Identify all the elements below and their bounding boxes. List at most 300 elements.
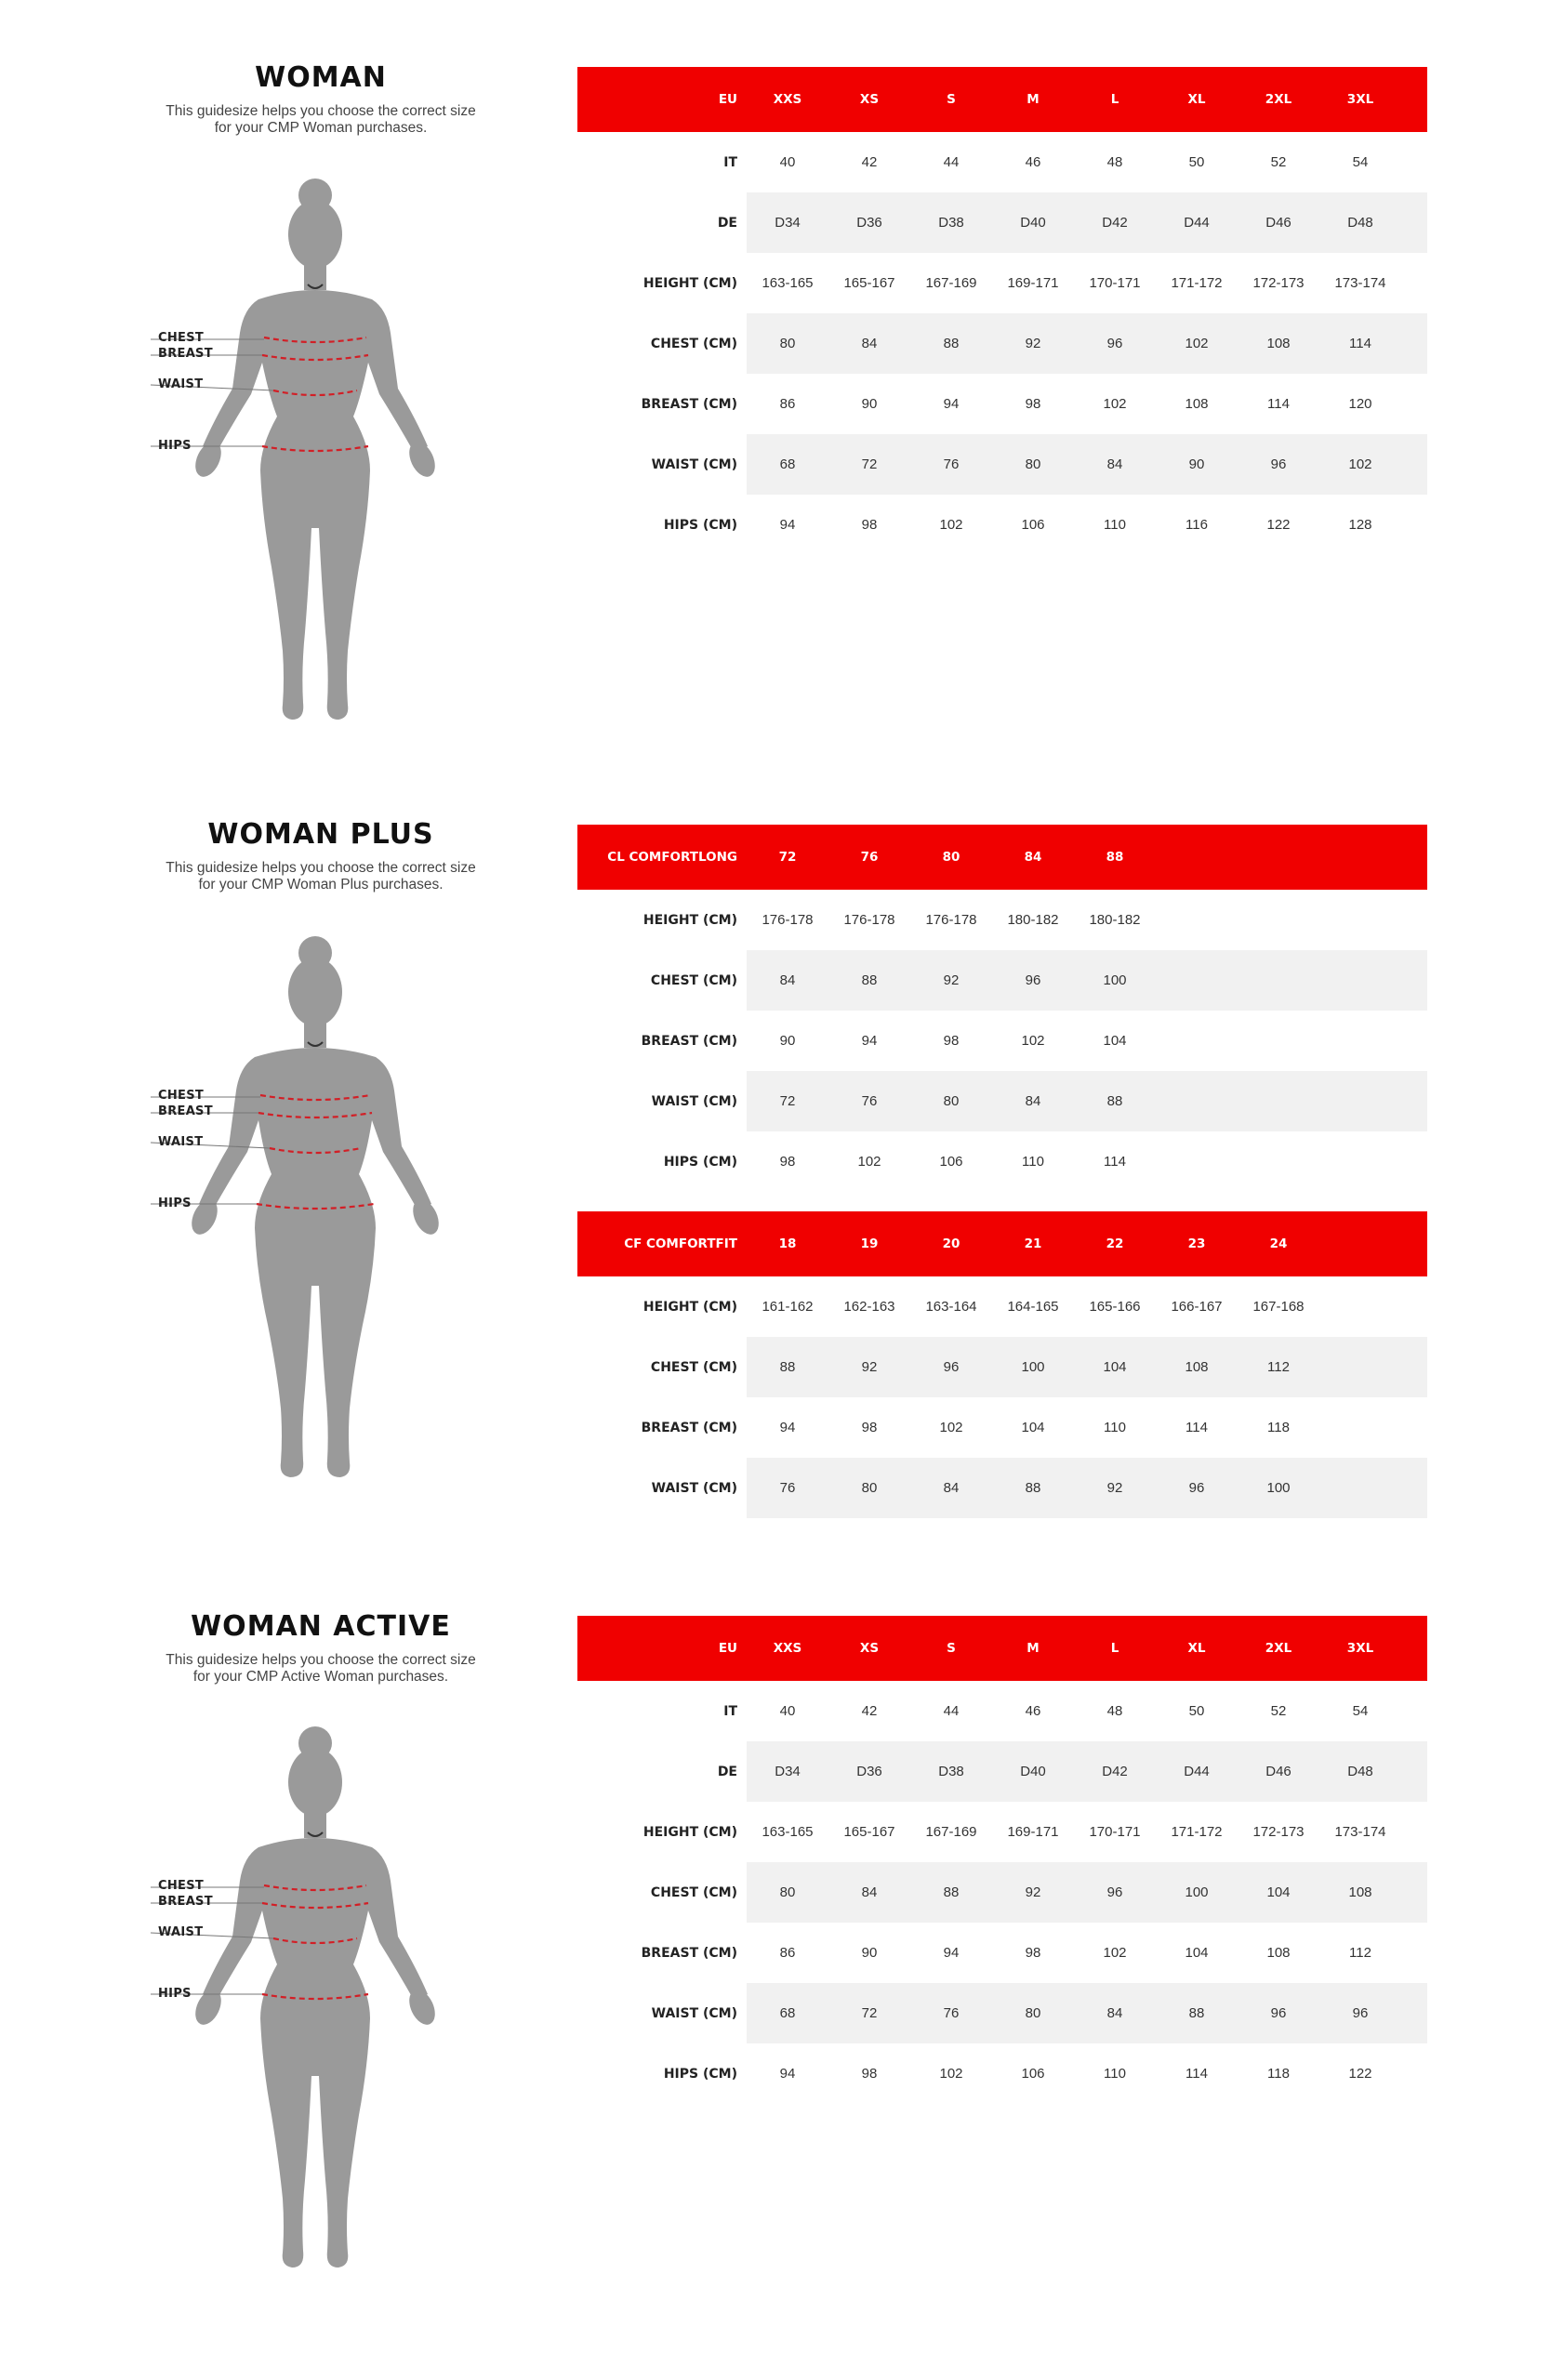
header-label: CF COMFORTFIT (624, 1236, 737, 1251)
table-cell: 54 (1352, 154, 1369, 170)
section-intro (102, 61, 539, 137)
table-cell: 108 (1266, 1945, 1291, 1961)
header-cell: 20 (942, 1236, 960, 1251)
table-cell: 161-162 (762, 1299, 814, 1315)
header-cell: XS (859, 1641, 880, 1656)
section-title: WOMAN ACTIVE (191, 1610, 451, 1643)
waist-label: WAIST (158, 1135, 204, 1149)
table-cell: 42 (861, 1703, 878, 1719)
table-cell: 54 (1352, 1703, 1369, 1719)
table-cell: 40 (779, 1703, 796, 1719)
row-label: DE (717, 215, 737, 231)
table-cell: D48 (1347, 215, 1373, 231)
table-cell: 164-165 (1007, 1299, 1059, 1315)
header-cell: L (1110, 1641, 1119, 1656)
table-cell: D44 (1184, 1764, 1210, 1779)
chest-label: CHEST (158, 1879, 205, 1893)
header-cell: S (947, 92, 956, 107)
row-label: HEIGHT (CM) (642, 1299, 737, 1315)
table-cell: 98 (1025, 1945, 1041, 1961)
table-cell: D46 (1265, 1764, 1291, 1779)
row-label: HEIGHT (CM) (642, 275, 737, 291)
table-row (577, 1681, 1427, 1741)
table-cell: 84 (1106, 2005, 1123, 2021)
header-cell: XL (1187, 1641, 1206, 1656)
table-cell: 171-172 (1171, 275, 1223, 291)
header-cell: 3XL (1346, 1641, 1374, 1656)
table-cell: D46 (1265, 215, 1291, 231)
table-row (577, 1458, 1427, 1518)
table-cell: 68 (779, 456, 796, 472)
table-header-row (577, 825, 1427, 890)
table-cell: D40 (1020, 215, 1046, 231)
table-cell: 102 (857, 1154, 881, 1170)
table-cell: 96 (1270, 2005, 1287, 2021)
woman-silhouette-icon (149, 177, 465, 734)
table-cell: 172-173 (1252, 275, 1305, 291)
table-cell: 84 (779, 972, 796, 988)
table-cell: 102 (939, 517, 963, 533)
table-cell: 120 (1348, 396, 1372, 412)
body-figure (149, 1725, 465, 2282)
table-cell: 72 (861, 456, 878, 472)
row-label: CHEST (CM) (650, 1884, 737, 1900)
table-cell: 108 (1266, 336, 1291, 351)
table-cell: 118 (1267, 1420, 1290, 1435)
table-cell: 176-178 (925, 912, 977, 928)
table-row (577, 132, 1427, 192)
table-row (577, 950, 1427, 1011)
table-cell: 84 (861, 336, 878, 351)
hips-label: HIPS (158, 439, 192, 453)
table-cell: 104 (1021, 1420, 1045, 1435)
table-cell: 86 (779, 396, 796, 412)
row-label: BREAST (CM) (641, 396, 737, 412)
header-cell: 23 (1187, 1236, 1206, 1251)
row-label: BREAST (CM) (641, 1420, 737, 1435)
table-cell: 162-163 (843, 1299, 895, 1315)
table-header-row (577, 1616, 1427, 1681)
table-cell: 96 (1188, 1480, 1205, 1496)
row-cells (747, 2043, 1427, 2104)
row-cells (747, 1131, 1427, 1192)
header-cell: S (947, 1641, 956, 1656)
table-cell: 114 (1267, 396, 1290, 412)
table-cell: 163-165 (762, 275, 814, 291)
table-cell: 96 (1270, 456, 1287, 472)
row-cells (747, 1802, 1427, 1862)
table-cell: 94 (861, 1033, 878, 1049)
table-cell: 68 (779, 2005, 796, 2021)
row-cells (747, 374, 1427, 434)
header-cell: XXS (773, 92, 802, 107)
hips-label: HIPS (158, 1987, 192, 2001)
table-cell: 96 (1106, 1884, 1123, 1900)
table-cell: 90 (779, 1033, 796, 1049)
row-label: HIPS (CM) (663, 1154, 737, 1170)
table-cell: 94 (779, 1420, 796, 1435)
row-cells (747, 1681, 1427, 1741)
table-cell: 170-171 (1089, 1824, 1141, 1840)
row-cells (747, 253, 1427, 313)
table-cell: 114 (1185, 1420, 1208, 1435)
header-cells (747, 1211, 1427, 1276)
table-cell: D36 (856, 1764, 882, 1779)
table-cell: 104 (1103, 1359, 1127, 1375)
row-cells (747, 132, 1427, 192)
breast-label: BREAST (158, 1104, 213, 1118)
table-cell: 84 (861, 1884, 878, 1900)
chest-label: CHEST (158, 331, 205, 345)
table-cell: 44 (943, 1703, 960, 1719)
row-cells (747, 890, 1427, 950)
row-cells (747, 1741, 1427, 1802)
chest-label: CHEST (158, 1089, 205, 1103)
table-cell: D38 (938, 1764, 964, 1779)
table-cell: 116 (1185, 517, 1208, 533)
table-cell: 76 (943, 456, 960, 472)
table-cell: D40 (1020, 1764, 1046, 1779)
table-row (577, 1802, 1427, 1862)
row-label: CHEST (CM) (650, 1359, 737, 1375)
table-row (577, 1337, 1427, 1397)
table-row (577, 1131, 1427, 1192)
row-cells (747, 950, 1427, 1011)
table-cell: 108 (1185, 1359, 1209, 1375)
table-cell: 100 (1266, 1480, 1291, 1496)
row-label: DE (717, 1764, 737, 1779)
row-cells (747, 1983, 1427, 2043)
section-title: WOMAN PLUS (207, 818, 434, 851)
row-label: HEIGHT (CM) (642, 1824, 737, 1840)
table-cell: 110 (1104, 1420, 1126, 1435)
table-cell: 98 (1025, 396, 1041, 412)
row-cells (747, 1011, 1427, 1071)
table-cell: 102 (1348, 456, 1372, 472)
table-row (577, 890, 1427, 950)
body-figure (149, 934, 465, 1492)
header-cell: 19 (860, 1236, 879, 1251)
table-cell: 98 (943, 1033, 960, 1049)
table-cell: 96 (1106, 336, 1123, 351)
table-cell: 80 (861, 1480, 878, 1496)
table-cell: D38 (938, 215, 964, 231)
table-cell: 88 (943, 336, 960, 351)
table-cell: 110 (1022, 1154, 1044, 1170)
table-cell: 106 (939, 1154, 963, 1170)
row-cells (747, 495, 1427, 555)
table-cell: 88 (1188, 2005, 1205, 2021)
table-cell: 167-169 (925, 1824, 977, 1840)
header-label: EU (718, 1641, 737, 1656)
table-cell: 52 (1270, 154, 1287, 170)
table-cell: 100 (1021, 1359, 1045, 1375)
table-cell: 46 (1025, 154, 1041, 170)
row-label: CHEST (CM) (650, 972, 737, 988)
table-cell: 92 (1025, 1884, 1041, 1900)
row-cells (747, 1276, 1427, 1337)
waist-label: WAIST (158, 377, 204, 391)
table-header-row (577, 1211, 1427, 1276)
table-cell: D42 (1102, 1764, 1128, 1779)
header-cell: 21 (1024, 1236, 1042, 1251)
table-cell: 72 (861, 2005, 878, 2021)
table-cell: 76 (943, 2005, 960, 2021)
table-cell: 76 (861, 1093, 878, 1109)
table-cell: 100 (1103, 972, 1127, 988)
header-cell: 88 (1106, 850, 1124, 865)
table-cell: 88 (861, 972, 878, 988)
row-cells (747, 192, 1427, 253)
table-cell: 52 (1270, 1703, 1287, 1719)
table-cell: 92 (1025, 336, 1041, 351)
header-cell: M (1027, 92, 1040, 107)
table-cell: 173-174 (1334, 275, 1386, 291)
table-cell: 80 (1025, 2005, 1041, 2021)
table-cell: 92 (861, 1359, 878, 1375)
table-cell: 96 (1025, 972, 1041, 988)
row-label: WAIST (CM) (651, 1093, 737, 1109)
table-cell: 86 (779, 1945, 796, 1961)
table-cell: 48 (1106, 1703, 1123, 1719)
table-cell: 84 (943, 1480, 960, 1496)
section-subtitle: This guidesize helps you choose the correct size for your CMP Woman purchases. (166, 103, 476, 136)
header-cell: 18 (778, 1236, 797, 1251)
table-cell: 106 (1021, 2066, 1045, 2082)
row-cells (747, 1862, 1427, 1923)
row-cells (747, 313, 1427, 374)
table-cell: D42 (1102, 215, 1128, 231)
section-subtitle: This guidesize helps you choose the correct size for your CMP Active Woman purchases. (166, 1652, 476, 1685)
row-cells (747, 434, 1427, 495)
table-cell: 102 (1185, 336, 1209, 351)
header-cell: 72 (778, 850, 797, 865)
table-cell: 122 (1266, 517, 1291, 533)
size-table-comfortlong (577, 825, 1427, 1192)
row-label: WAIST (CM) (651, 2005, 737, 2021)
table-cell: 163-164 (925, 1299, 977, 1315)
header-cell: XS (859, 92, 880, 107)
section-subtitle: This guidesize helps you choose the correct size for your CMP Woman Plus purchases. (166, 860, 476, 892)
table-cell: 176-178 (762, 912, 814, 928)
table-row (577, 1923, 1427, 1983)
table-cell: 94 (943, 396, 960, 412)
table-row (577, 192, 1427, 253)
table-cell: 165-167 (843, 275, 895, 291)
table-cell: 98 (861, 517, 878, 533)
table-cell: 92 (943, 972, 960, 988)
table-cell: 180-182 (1089, 912, 1141, 928)
table-cell: D34 (775, 215, 801, 231)
header-cells (747, 1616, 1427, 1681)
row-label: BREAST (CM) (641, 1033, 737, 1049)
table-cell: 114 (1104, 1154, 1126, 1170)
header-cell: 76 (860, 850, 879, 865)
body-figure (149, 177, 465, 734)
table-cell: 80 (779, 1884, 796, 1900)
table-cell: 104 (1266, 1884, 1291, 1900)
row-cells (747, 1397, 1427, 1458)
section-intro (102, 818, 539, 893)
table-cell: 94 (943, 1945, 960, 1961)
table-cell: 102 (1103, 396, 1127, 412)
table-cell: 88 (1106, 1093, 1123, 1109)
table-cell: 166-167 (1171, 1299, 1223, 1315)
header-cell: XXS (773, 1641, 802, 1656)
table-cell: 102 (939, 2066, 963, 2082)
table-cell: 98 (779, 1154, 796, 1170)
table-cell: 163-165 (762, 1824, 814, 1840)
header-cell: 22 (1106, 1236, 1124, 1251)
table-cell: 118 (1267, 2066, 1290, 2082)
table-cell: 90 (861, 396, 878, 412)
table-row (577, 434, 1427, 495)
table-cell: 80 (1025, 456, 1041, 472)
table-cell: 40 (779, 154, 796, 170)
table-cell: 98 (861, 1420, 878, 1435)
header-cells (747, 825, 1427, 890)
section-intro (102, 1610, 539, 1686)
table-cell: 114 (1185, 2066, 1208, 2082)
table-cell: 96 (943, 1359, 960, 1375)
table-cell: 169-171 (1007, 275, 1059, 291)
table-cell: 176-178 (843, 912, 895, 928)
row-cells (747, 1458, 1427, 1518)
table-cell: D34 (775, 1764, 801, 1779)
header-cell: XL (1187, 92, 1206, 107)
woman-silhouette-icon (149, 1725, 465, 2282)
table-cell: D36 (856, 215, 882, 231)
table-cell: 90 (861, 1945, 878, 1961)
table-cell: 90 (1188, 456, 1205, 472)
row-label: IT (723, 154, 737, 170)
row-label: BREAST (CM) (641, 1945, 737, 1961)
table-cell: 72 (779, 1093, 796, 1109)
header-cell: 84 (1024, 850, 1042, 865)
table-cell: 92 (1106, 1480, 1123, 1496)
table-cell: 108 (1348, 1884, 1372, 1900)
table-cell: 104 (1103, 1033, 1127, 1049)
size-table-comfortfit (577, 1211, 1427, 1518)
table-cell: 165-166 (1089, 1299, 1141, 1315)
table-cell: 102 (939, 1420, 963, 1435)
table-row (577, 2043, 1427, 2104)
table-cell: 114 (1349, 336, 1371, 351)
table-cell: 102 (1103, 1945, 1127, 1961)
table-cell: 44 (943, 154, 960, 170)
table-cell: 170-171 (1089, 275, 1141, 291)
table-cell: 173-174 (1334, 1824, 1386, 1840)
table-cell: 80 (779, 336, 796, 351)
table-cell: D48 (1347, 1764, 1373, 1779)
header-cell: 24 (1269, 1236, 1288, 1251)
row-label: IT (723, 1703, 737, 1719)
header-label: CL COMFORTLONG (607, 850, 737, 865)
header-cell: 3XL (1346, 92, 1374, 107)
header-cells (747, 67, 1427, 132)
table-cell: 84 (1106, 456, 1123, 472)
table-cell: 169-171 (1007, 1824, 1059, 1840)
woman-silhouette-icon (149, 934, 465, 1492)
table-row (577, 1011, 1427, 1071)
header-label: EU (718, 92, 737, 107)
table-cell: 48 (1106, 154, 1123, 170)
table-cell: 94 (779, 2066, 796, 2082)
header-cell: M (1027, 1641, 1040, 1656)
row-label: CHEST (CM) (650, 336, 737, 351)
table-cell: 42 (861, 154, 878, 170)
hips-label: HIPS (158, 1197, 192, 1210)
table-cell: 88 (1025, 1480, 1041, 1496)
table-cell: 96 (1352, 2005, 1369, 2021)
table-cell: 122 (1348, 2066, 1372, 2082)
table-cell: 110 (1104, 2066, 1126, 2082)
table-cell: 112 (1267, 1359, 1290, 1375)
table-cell: 128 (1348, 517, 1372, 533)
size-table (577, 67, 1427, 555)
header-cell: 2XL (1265, 1641, 1292, 1656)
table-row (577, 253, 1427, 313)
table-cell: 171-172 (1171, 1824, 1223, 1840)
table-cell: 110 (1104, 517, 1126, 533)
row-label: HEIGHT (CM) (642, 912, 737, 928)
table-header-row (577, 67, 1427, 132)
table-row (577, 1983, 1427, 2043)
table-cell: 112 (1349, 1945, 1371, 1961)
table-cell: 46 (1025, 1703, 1041, 1719)
table-cell: 167-168 (1252, 1299, 1305, 1315)
waist-label: WAIST (158, 1925, 204, 1939)
table-row (577, 374, 1427, 434)
row-cells (747, 1071, 1427, 1131)
table-cell: 94 (779, 517, 796, 533)
table-cell: D44 (1184, 215, 1210, 231)
table-row (577, 1741, 1427, 1802)
table-cell: 172-173 (1252, 1824, 1305, 1840)
section-title: WOMAN (255, 61, 387, 94)
row-label: HIPS (CM) (663, 2066, 737, 2082)
table-cell: 50 (1188, 1703, 1205, 1719)
table-row (577, 1276, 1427, 1337)
table-cell: 80 (943, 1093, 960, 1109)
size-table (577, 1616, 1427, 2104)
table-row (577, 1071, 1427, 1131)
table-row (577, 1862, 1427, 1923)
row-label: WAIST (CM) (651, 456, 737, 472)
table-cell: 50 (1188, 154, 1205, 170)
header-cell: 80 (942, 850, 960, 865)
table-row (577, 1397, 1427, 1458)
table-cell: 165-167 (843, 1824, 895, 1840)
row-label: WAIST (CM) (651, 1480, 737, 1496)
header-cell: L (1110, 92, 1119, 107)
table-cell: 88 (943, 1884, 960, 1900)
table-row (577, 495, 1427, 555)
table-cell: 102 (1021, 1033, 1045, 1049)
row-cells (747, 1923, 1427, 1983)
row-label: HIPS (CM) (663, 517, 737, 533)
table-cell: 84 (1025, 1093, 1041, 1109)
table-cell: 108 (1185, 396, 1209, 412)
table-cell: 88 (779, 1359, 796, 1375)
table-cell: 106 (1021, 517, 1045, 533)
table-cell: 104 (1185, 1945, 1209, 1961)
table-cell: 167-169 (925, 275, 977, 291)
breast-label: BREAST (158, 347, 213, 361)
breast-label: BREAST (158, 1895, 213, 1909)
table-row (577, 313, 1427, 374)
row-cells (747, 1337, 1427, 1397)
